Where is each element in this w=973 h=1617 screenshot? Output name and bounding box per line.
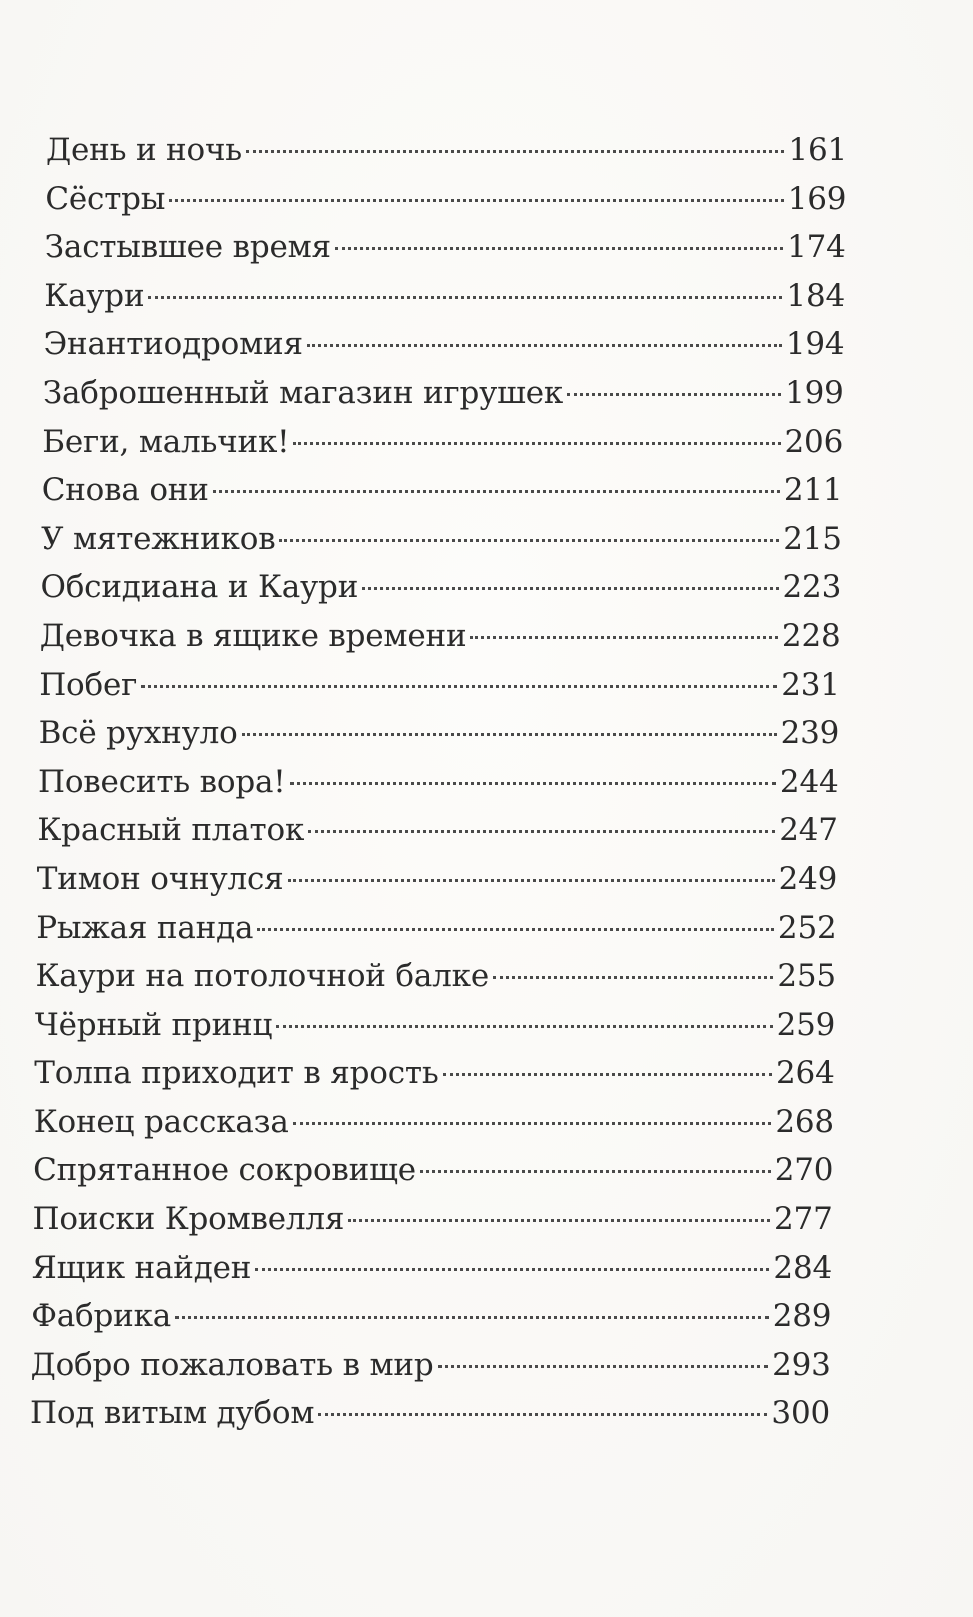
toc-entry: [0, 369, 973, 418]
toc-entry: [0, 709, 973, 758]
toc-entry-page-number: 255: [777, 958, 836, 995]
toc-entry-title: Конец рассказа: [33, 1103, 289, 1140]
toc-entry-title: Красный платок: [37, 812, 305, 849]
dot-leader: [257, 928, 774, 931]
toc-entry-page-number: 300: [771, 1395, 830, 1432]
dot-leader: [246, 150, 784, 153]
toc-entry-title: Поиски Кромвелля: [32, 1201, 345, 1238]
toc-entry-title: Каури: [44, 277, 145, 314]
toc-entry: [0, 904, 973, 953]
dot-leader: [255, 1268, 769, 1271]
toc-entry-page-number: 284: [773, 1249, 832, 1286]
toc-entry-page-number: 223: [782, 569, 842, 606]
toc-entry-title: У мятежников: [41, 520, 276, 557]
toc-entry: [0, 272, 973, 321]
toc-entry-page-number: 215: [783, 520, 842, 557]
dot-leader: [290, 782, 776, 785]
toc-entry-title: Побег: [39, 666, 138, 703]
toc-entry: [0, 126, 973, 175]
toc-entry-title: Фабрика: [31, 1298, 172, 1335]
toc-entry-title: Спрятанное сокровище: [33, 1152, 416, 1189]
toc-entry-page-number: 174: [787, 229, 846, 266]
toc-entry: [0, 1049, 973, 1098]
toc-entry: [0, 1001, 973, 1050]
toc-entry: [0, 1389, 973, 1438]
toc-entry-page-number: 199: [785, 374, 844, 411]
dot-leader: [293, 1122, 772, 1125]
dot-leader: [141, 685, 777, 688]
toc-entry-page-number: 277: [774, 1201, 833, 1238]
dot-leader: [493, 976, 773, 979]
toc-entry: [0, 952, 973, 1001]
toc-entry-title: Рыжая панда: [36, 909, 254, 946]
toc-entry-page-number: 268: [775, 1103, 834, 1140]
dot-leader: [470, 636, 778, 639]
toc-entry-title: День и ночь: [46, 132, 242, 168]
dot-leader: [443, 1073, 772, 1076]
toc-entry-page-number: 252: [777, 909, 837, 946]
toc-entry-title: Обсидиана и Каури: [40, 569, 359, 606]
dot-leader: [175, 1316, 769, 1319]
toc-entry-title: Добро пожаловать в мир: [30, 1346, 434, 1383]
toc-entry-title: Энантиодромия: [43, 326, 303, 363]
dot-leader: [438, 1365, 769, 1368]
dot-leader: [279, 539, 779, 542]
toc-entry-title: Ящик найден: [31, 1249, 252, 1286]
toc-entry-page-number: 249: [778, 860, 838, 897]
toc-entry: [0, 223, 973, 272]
toc-entry-title: Беги, мальчик!: [42, 423, 290, 460]
dot-leader: [362, 587, 778, 590]
toc-entry-page-number: 194: [785, 326, 845, 363]
toc-entry: [0, 563, 973, 612]
toc-entry-title: Повесить вора!: [38, 763, 286, 800]
toc-entry-title: Чёрный принц: [34, 1006, 273, 1043]
toc-entry-title: Тимон очнулся: [36, 860, 284, 897]
toc-entry-page-number: 289: [772, 1298, 832, 1335]
toc-entry-page-number: 169: [787, 180, 847, 217]
toc-entry-title: Толпа приходит в ярость: [34, 1055, 439, 1092]
dot-leader: [348, 1219, 770, 1222]
toc-entry-title: Всё рухнуло: [38, 715, 238, 752]
dot-leader: [293, 442, 780, 445]
dot-leader: [169, 199, 783, 202]
toc-entry: [0, 1195, 973, 1244]
table-of-contents: [0, 126, 973, 1438]
dot-leader: [420, 1170, 771, 1173]
toc-entry-title: Снова они: [41, 472, 209, 509]
toc-entry-page-number: 161: [788, 132, 847, 168]
toc-entry: [0, 418, 973, 467]
toc-entry-title: Каури на потолочной балке: [35, 958, 489, 995]
dot-leader: [213, 490, 780, 493]
toc-entry: [0, 515, 973, 564]
toc-entry-page-number: 264: [776, 1055, 835, 1092]
toc-entry: [0, 612, 973, 661]
toc-entry: [0, 758, 973, 807]
dot-leader: [276, 1025, 772, 1028]
toc-entry: [0, 320, 973, 369]
dot-leader: [288, 879, 775, 882]
toc-entry: [0, 855, 973, 904]
toc-entry-title: Застывшее время: [44, 229, 331, 266]
toc-entry: [0, 175, 973, 224]
toc-entry: [0, 1146, 973, 1195]
toc-entry-title: Заброшенный магазин игрушек: [42, 374, 564, 411]
dot-leader: [148, 296, 782, 299]
toc-entry: [0, 806, 973, 855]
toc-entry: [0, 1341, 973, 1390]
toc-entry-page-number: 247: [779, 812, 838, 849]
toc-entry-page-number: 270: [774, 1152, 834, 1189]
toc-entry: [0, 1292, 973, 1341]
dot-leader: [242, 733, 777, 736]
dot-leader: [308, 830, 775, 833]
dot-leader: [318, 1413, 767, 1416]
toc-entry: [0, 1098, 973, 1147]
toc-entry-page-number: 228: [781, 617, 841, 654]
toc-entry: [0, 466, 973, 515]
toc-entry-page-number: 244: [779, 763, 839, 800]
toc-entry: [0, 1244, 973, 1293]
dot-leader: [307, 344, 782, 347]
toc-entry-page-number: 239: [780, 715, 840, 752]
dot-leader: [335, 247, 783, 250]
toc-entry-title: Под витым дубом: [30, 1395, 315, 1432]
toc-entry-title: Сёстры: [45, 180, 166, 217]
toc-entry-page-number: 211: [783, 472, 843, 509]
toc-entry: [0, 661, 973, 710]
toc-entry-page-number: 184: [786, 277, 845, 314]
toc-entry-page-number: 206: [784, 423, 844, 460]
toc-entry-title: Девочка в ящике времени: [39, 617, 467, 654]
dot-leader: [567, 393, 781, 396]
toc-entry-page-number: 231: [781, 666, 840, 703]
toc-entry-page-number: 259: [776, 1006, 836, 1043]
toc-entry-page-number: 293: [772, 1346, 831, 1383]
